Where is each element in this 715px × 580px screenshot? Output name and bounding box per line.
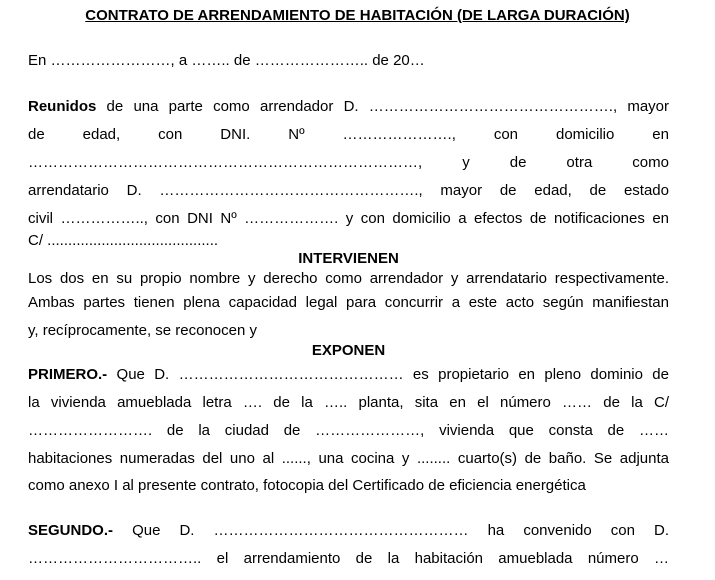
primero-label: PRIMERO.- (28, 366, 108, 383)
reunidos-line-4: arrendatario D. ……………………………………………., mayor de edad, de estado (28, 182, 669, 199)
reunidos-line-1: Reunidos de una parte como arrendador D. …………………………………………., mayor (28, 98, 669, 115)
primero-line-2: la vivienda amueblada letra …. de la ….. planta, sita en el número …… de la C/ (28, 394, 669, 411)
primero-line-4: habitaciones numeradas del uno al ......, una cocina y ........ cuarto(s) de baño. Se adjunta (28, 450, 669, 467)
primero-line-5: como anexo I al presente contrato, fotocopia del Certificado de eficiencia energética (28, 477, 586, 494)
primero-line-1: PRIMERO.- Que D. ……………………………………… es propietario en pleno dominio de (28, 366, 669, 383)
segundo-label: SEGUNDO.- (28, 522, 114, 539)
intervienen-heading: INTERVIENEN (298, 250, 399, 267)
intervienen-line-3: y, recíprocamente, se reconocen y (28, 322, 257, 339)
date-line: En ……………………, a …….. de ………………….. de 20… (28, 52, 425, 69)
primero-line-3: ……………………. de la ciudad de …………………, vivienda que consta de …… (28, 422, 669, 439)
intervienen-line-2: Ambas partes tienen plena capacidad legal para concurrir a este acto según manifiestan (28, 294, 669, 311)
reunidos-line-3: ……………………………………………………………………, y de otra como (28, 154, 669, 171)
document-title: CONTRATO DE ARRENDAMIENTO DE HABITACIÓN (DE LARGA DURACIÓN) (85, 7, 630, 24)
exponen-heading: EXPONEN (311, 342, 386, 359)
reunidos-line-2: de edad, con DNI. Nº …………………., con domicilio en (28, 126, 669, 143)
segundo-line-1: SEGUNDO.- Que D. …………………………………………… ha convenido con D. (28, 522, 669, 539)
reunidos-line-5: civil …………….., con DNI Nº ………………. y con domicilio a efectos de notificaciones en (28, 210, 669, 227)
intervienen-line-1: Los dos en su propio nombre y derecho como arrendador y arrendatario respectivamente. (28, 270, 669, 287)
reunidos-line-6: C/ ......................................... (28, 232, 219, 249)
reunidos-label: Reunidos (28, 98, 97, 115)
segundo-line-2: …………………………….. el arrendamiento de la habitación amueblada número … (28, 550, 669, 567)
